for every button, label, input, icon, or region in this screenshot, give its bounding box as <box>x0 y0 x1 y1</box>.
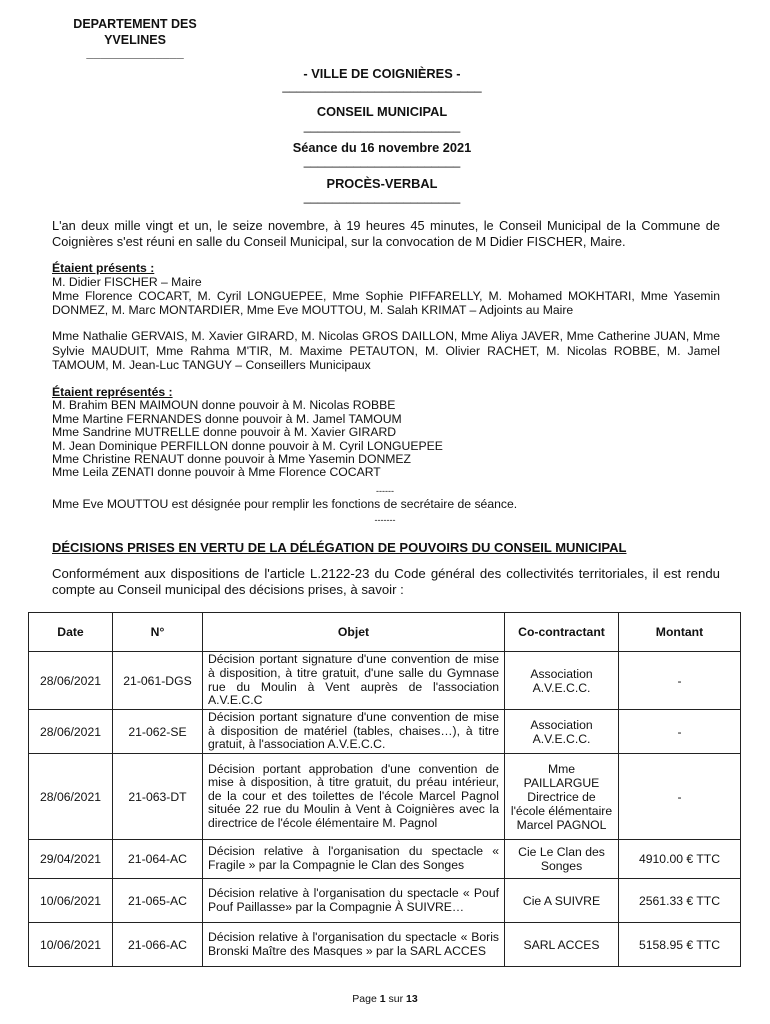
present-section <box>52 261 720 317</box>
represented-section <box>52 386 720 480</box>
decision-contractor: Association A.V.E.C.C. <box>505 652 619 710</box>
present-heading: Étaient présents : <box>52 261 155 275</box>
mayor-line: M. Didier FISCHER – Maire <box>52 275 202 289</box>
proxy-line: M. Jean Dominique PERFILLON donne pouvoir à M. Cyril LONGUEPEE <box>52 438 443 453</box>
represented-heading: Étaient représentés : <box>52 385 173 399</box>
proxy-line: Mme Christine RENAUT donne pouvoir à Mme Yasemin DONMEZ <box>52 452 411 467</box>
minutes-rule: ______________________ <box>303 189 461 204</box>
proxy-line: Mme Martine FERNANDES donne pouvoir à M. Jamel TAMOUM <box>52 411 402 426</box>
department-name-line2: YVELINES <box>104 33 166 47</box>
table-row <box>29 754 741 840</box>
decision-contractor: Cie Le Clan des Songes <box>505 840 619 879</box>
column-header-contractor: Co-contractant <box>505 613 619 652</box>
decision-amount: 2561.33 € TTC <box>619 879 741 923</box>
decision-amount: - <box>619 652 741 710</box>
decision-number: 21-064-AC <box>113 840 203 879</box>
page-label: Page <box>352 993 377 1005</box>
decision-object: Décision portant approbation d'une convention de mise à disposition, à titre gratuit, du préau intérieur, de la cour et des toilettes de l'école Marcel Pagnol située 22 rue du Moulin à Vent à Coignières avec la directrice de l'école élémentaire M. Pagnol <box>203 754 505 840</box>
table-row <box>29 923 741 967</box>
decision-object: Décision relative à l'organisation du spectacle « Pouf Pouf Paillasse» par la Compagnie À SUIVRE… <box>203 879 505 923</box>
decision-object: Décision portant signature d'une convention de mise à disposition de matériel (tables, chaises…), à titre gratuit, à l'association A.V.E.C.C. <box>203 710 505 754</box>
table-row <box>29 879 741 923</box>
decision-number: 21-065-AC <box>113 879 203 923</box>
page-number: 1 <box>379 993 386 1005</box>
city-rule: ____________________________ <box>282 78 482 93</box>
decision-amount: - <box>619 754 741 840</box>
minutes-title: PROCÈS-VERBAL <box>326 176 438 191</box>
council-title: CONSEIL MUNICIPAL <box>316 104 448 119</box>
decision-date: 28/06/2021 <box>29 652 113 710</box>
decision-amount: 4910.00 € TTC <box>619 840 741 879</box>
decision-amount: - <box>619 710 741 754</box>
table-row <box>29 652 741 710</box>
table-row <box>29 840 741 879</box>
decisions-table <box>28 612 741 967</box>
councillors-paragraph: Mme Nathalie GERVAIS, M. Xavier GIRARD, M. Nicolas GROS DAILLON, Mme Aliya JAVER, Mme Catherine JUAN, Mme Sylvie MAUDUIT, Mme Rahma M'TIR, M. Maxime PETAUTON, M. Olivier RACHET, M. Nicolas ROBBE, M. Jamel TAMOUM, M. Jean-Luc TANGUY – Conseillers Municipaux <box>52 329 720 372</box>
decision-date: 29/04/2021 <box>29 840 113 879</box>
department-block <box>52 16 218 58</box>
decision-date: 28/06/2021 <box>29 754 113 840</box>
decision-contractor: SARL ACCES <box>505 923 619 967</box>
council-rule: ______________________ <box>303 118 461 133</box>
table-row <box>29 710 741 754</box>
decision-contractor: Mme PAILLARGUE Directrice de l'école élémentaire Marcel PAGNOL <box>505 754 619 840</box>
separator: ------ <box>376 486 394 496</box>
proxy-line: Mme Sandrine MUTRELLE donne pouvoir à M. Xavier GIRARD <box>52 425 397 440</box>
decision-object: Décision portant signature d'une convention de mise à disposition, à titre gratuit, d'une salle du Gymnase rue du Moulin à Vent auprès de l'association A.V.E.C.C <box>203 652 505 710</box>
decisions-intro: Conformément aux dispositions de l'article L.2122-23 du Code général des collectivités territoriales, il est rendu compte au Conseil municipal des décisions prises, à savoir : <box>52 566 720 597</box>
decision-number: 21-066-AC <box>113 923 203 967</box>
decision-date: 10/06/2021 <box>29 923 113 967</box>
decision-date: 28/06/2021 <box>29 710 113 754</box>
decisions-heading: DÉCISIONS PRISES EN VERTU DE LA DÉLÉGATION DE POUVOIRS DU CONSEIL MUNICIPAL <box>52 540 627 555</box>
decision-contractor: Cie A SUIVRE <box>505 879 619 923</box>
decision-amount: 5158.95 € TTC <box>619 923 741 967</box>
deputies-paragraph: Mme Florence COCART, M. Cyril LONGUEPEE, Mme Sophie PIFFARELLY, M. Mohamed MOKHTARI, Mme Yasemin DONMEZ, M. Marc MONTARDIER, Mme Eve MOUTTOU, M. Salah KRIMAT – Adjoints au Maire <box>52 289 720 317</box>
decision-object: Décision relative à l'organisation du spectacle « Fragile » par la Compagnie le Clan des Songes <box>203 840 505 879</box>
decision-number: 21-061-DGS <box>113 652 203 710</box>
opening-paragraph: L'an deux mille vingt et un, le seize novembre, à 19 heures 45 minutes, le Conseil Municipal de la Commune de Coignières s'est réuni en salle du Conseil Municipal, sur la convocation de M Didier FISCHER, Maire. <box>52 218 720 249</box>
decision-number: 21-062-SE <box>113 710 203 754</box>
decision-object: Décision relative à l'organisation du spectacle « Boris Bronski Maître des Masques » par la SARL ACCES <box>203 923 505 967</box>
page-of-label: sur <box>388 993 404 1005</box>
decision-date: 10/06/2021 <box>29 879 113 923</box>
table-header-row <box>29 613 741 652</box>
city-title: - VILLE DE COIGNIÈRES - <box>303 66 461 81</box>
proxy-line: M. Brahim BEN MAIMOUN donne pouvoir à M. Nicolas ROBBE <box>52 398 396 413</box>
decision-contractor: Association A.V.E.C.C. <box>505 710 619 754</box>
column-header-number: N° <box>113 613 203 652</box>
column-header-object: Objet <box>203 613 505 652</box>
session-rule: ______________________ <box>303 153 461 168</box>
department-name-line1: DEPARTEMENT DES <box>73 17 197 31</box>
separator: ------- <box>374 515 396 525</box>
page-total: 13 <box>406 993 418 1005</box>
proxy-line: Mme Leila ZENATI donne pouvoir à Mme Florence COCART <box>52 465 381 480</box>
department-rule: ______________ <box>86 46 184 60</box>
session-title: Séance du 16 novembre 2021 <box>292 140 472 155</box>
secretary-line: Mme Eve MOUTTOU est désignée pour remplir les fonctions de secrétaire de séance. <box>52 497 518 511</box>
column-header-date: Date <box>29 613 113 652</box>
decision-number: 21-063-DT <box>113 754 203 840</box>
page-footer <box>0 993 770 1005</box>
column-header-amount: Montant <box>619 613 741 652</box>
